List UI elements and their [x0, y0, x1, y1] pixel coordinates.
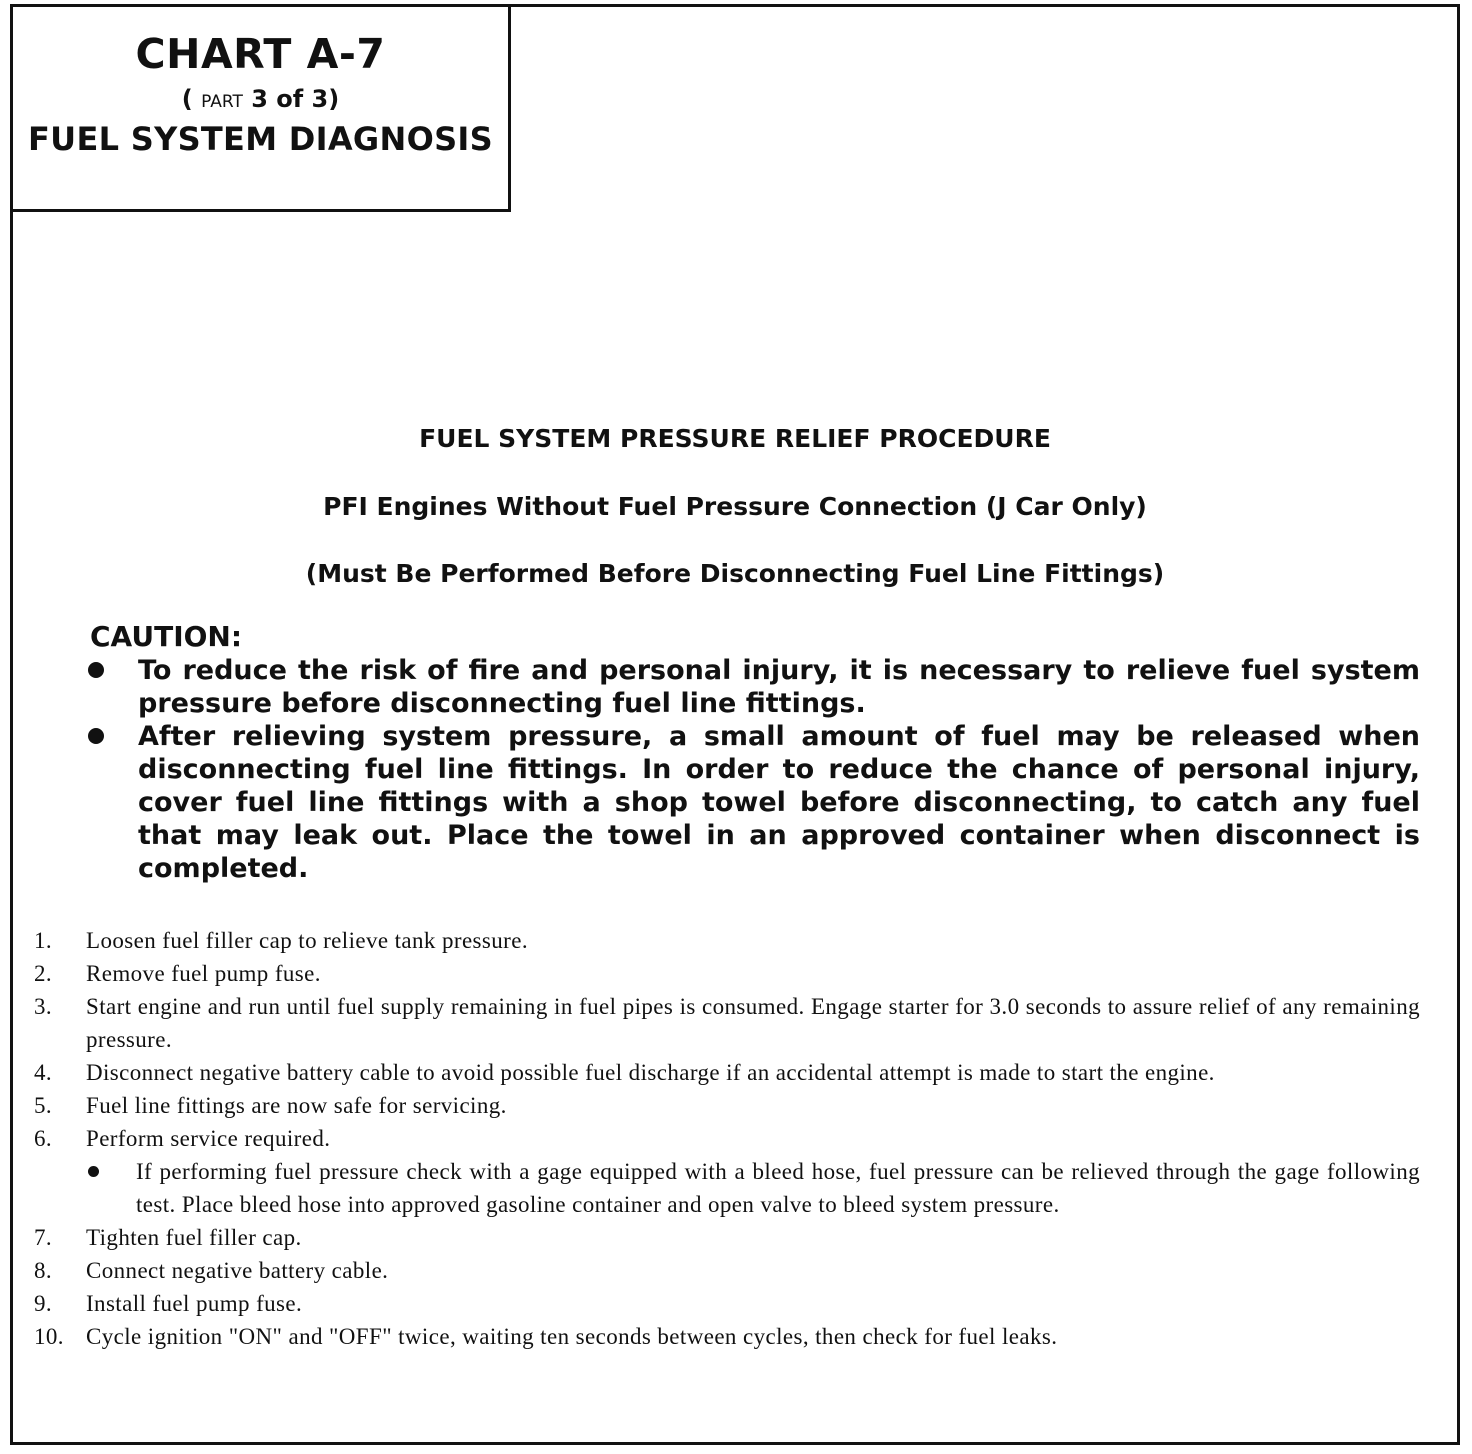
- step-item: [30, 1122, 1420, 1155]
- part-word: PART: [201, 92, 243, 112]
- part-open: (: [181, 85, 202, 113]
- step-text: Install fuel pump fuse.: [86, 1291, 303, 1316]
- step-number: 5.: [34, 1093, 53, 1118]
- diagnosis-title: FUEL SYSTEM DIAGNOSIS: [28, 120, 493, 158]
- step-text: Perform service required.: [86, 1126, 331, 1151]
- step-text: Cycle ignition "ON" and "OFF" twice, waiting ten seconds between cycles, then check for fuel leaks.: [86, 1324, 1058, 1349]
- step-item: [30, 957, 1420, 990]
- step-number: 1.: [34, 928, 53, 953]
- step-sub-bullet: [30, 1155, 1420, 1221]
- caution-text: After relieving system pressure, a small amount of fuel may be released when disconnecting fuel line fittings. In order to reduce the chance of personal injury, cover fuel line fittings with a shop towel before disconnecting, to catch any fuel that may leak out. Place the towel in an approved container when disconnect is completed.: [138, 721, 1420, 884]
- procedure-title: FUEL SYSTEM PRESSURE RELIEF PROCEDURE: [419, 424, 1051, 453]
- chart-title-box: [13, 6, 511, 212]
- step-item: [30, 1254, 1420, 1287]
- step-item: [30, 1320, 1420, 1353]
- sub-bullet-text: If performing fuel pressure check with a gage equipped with a bleed hose, fuel pressure can be relieved through the gage following test. Place bleed hose into approved gasoline container and open valve to bleed system pressure.: [136, 1159, 1420, 1217]
- step-text: Fuel line fittings are now safe for servicing.: [86, 1093, 507, 1118]
- step-text: Remove fuel pump fuse.: [86, 961, 321, 986]
- step-number: 3.: [34, 994, 53, 1019]
- caution-list: [84, 654, 1420, 885]
- step-number: 10.: [34, 1324, 64, 1349]
- step-item: [30, 1221, 1420, 1254]
- step-number: 9.: [34, 1291, 53, 1316]
- caution-label: CAUTION:: [90, 620, 243, 653]
- procedure-note: (Must Be Performed Before Disconnecting Fuel Line Fittings): [305, 559, 1165, 588]
- step-item: [30, 1287, 1420, 1320]
- caution-item: [84, 720, 1420, 885]
- caution-item: [84, 654, 1420, 720]
- caution-text: To reduce the risk of fire and personal injury, it is necessary to relieve fuel system pressure before disconnecting fuel line fittings.: [138, 655, 1420, 719]
- procedure-subtitle: PFI Engines Without Fuel Pressure Connection (J Car Only): [323, 492, 1147, 521]
- bullet-icon: [88, 1166, 99, 1177]
- step-text: Disconnect negative battery cable to avoid possible fuel discharge if an accidental attempt is made to start the engine.: [86, 1060, 1215, 1085]
- bullet-icon: [88, 728, 104, 744]
- chart-title: CHART A-7: [135, 30, 386, 78]
- step-item: [30, 924, 1420, 957]
- part-indicator: [13, 82, 508, 119]
- step-number: 2.: [34, 961, 53, 986]
- step-text: Connect negative battery cable.: [86, 1258, 389, 1283]
- step-number: 6.: [34, 1126, 53, 1151]
- step-text: Tighten fuel filler cap.: [86, 1225, 302, 1250]
- step-number: 4.: [34, 1060, 53, 1085]
- step-text: Loosen fuel filler cap to relieve tank pressure.: [86, 928, 528, 953]
- step-item: [30, 990, 1420, 1056]
- step-number: 8.: [34, 1258, 53, 1283]
- step-item: [30, 1056, 1420, 1089]
- step-text: Start engine and run until fuel supply remaining in fuel pipes is consumed. Engage starter for 3.0 seconds to assure relief of any remaining pressure.: [86, 994, 1420, 1052]
- step-item: [30, 1089, 1420, 1122]
- part-rest: 3 of 3): [242, 85, 340, 113]
- procedure-steps: [30, 924, 1420, 1353]
- step-number: 7.: [34, 1225, 53, 1250]
- bullet-icon: [88, 662, 104, 678]
